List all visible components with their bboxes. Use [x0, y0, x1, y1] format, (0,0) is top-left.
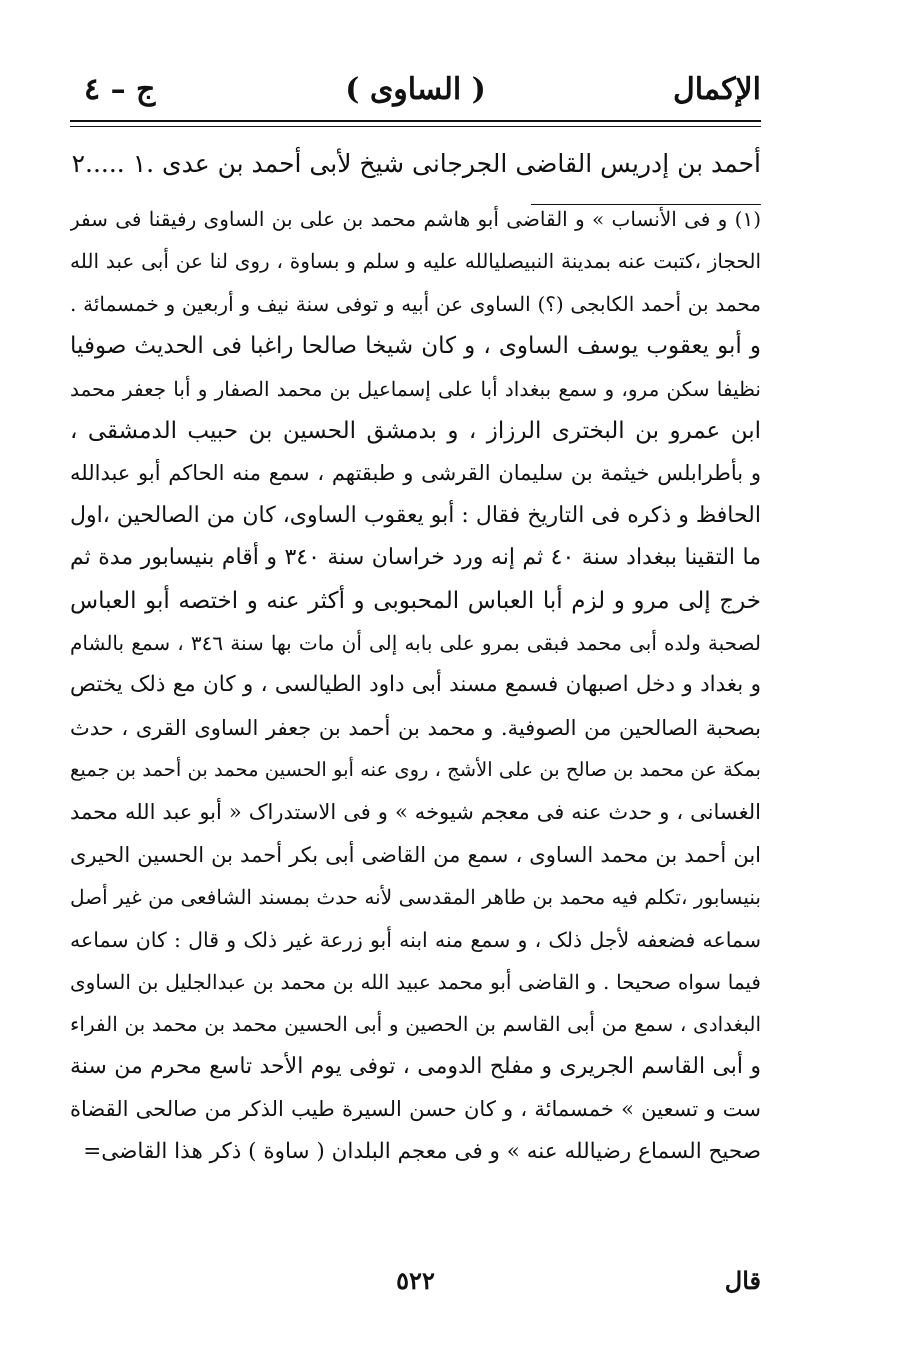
- footnote-line: البغدادی ، سمع من أبی القاسم بن الحصین و أبی الحسین محمد بن محمد بن الفراء: [70, 1012, 761, 1037]
- footnote-line: (١) و فی الأنساب » و القاضی أبو هاشم محمد بن علی بن الساوی رفیقنا فی سفر: [70, 207, 761, 231]
- header-rule: [70, 120, 761, 122]
- running-entry-title: ( الساوی ): [345, 72, 486, 107]
- footnote-line: صحیح السماع رضیالله عنه » و فی معجم البلدان ( ساوة ) ذکر هذا القاضی=: [83, 1138, 761, 1164]
- footnote-line: لصحبة ولده أبی محمد فبقی بمرو علی بابه إلی أن مات بها سنة ٣٤٦ ، سمع بالشام: [70, 630, 761, 655]
- footnote-line: بمکة عن محمد بن صالح بن علی الأشج ، روی عنه أبو الحسین محمد بن أحمد بن جمیع: [70, 758, 761, 782]
- footnote-line: الغسانی ، و حدث عنه فی معجم شیوخه » و فی الاستدراک « أبو عبد الله محمد: [70, 800, 761, 825]
- page-footer: [70, 1262, 761, 1302]
- catchword: قال: [724, 1266, 761, 1295]
- main-text-line: أحمد بن إدریس القاضی الجرجانی شیخ لأبی أحمد بن عدی .١ .....٢: [71, 149, 761, 178]
- footnote-line: فیما سواه صحیحا . و القاضی أبو محمد عبید الله بن محمد بن عبدالجلیل بن الساوی: [70, 970, 761, 995]
- page-number: ٥٢٢: [396, 1266, 435, 1295]
- footnote-line: و بغداد و دخل اصبهان فسمع مسند أبی داود الطیالسی ، و کان مع ذلک یختص: [70, 672, 761, 698]
- footnote-line: ست و تسعین » خمسمائة ، و کان حسن السیرة طیب الذکر من صالحی القضاة: [70, 1097, 761, 1122]
- header-rule-thin: [70, 126, 761, 127]
- volume-number: ج – ٤: [84, 72, 156, 107]
- footnote-line: خرج إلی مرو و لزم أبا العباس المحبوبی و أکثر عنه و اختصه أبو العباس: [70, 587, 761, 614]
- footnotes-block: [70, 198, 761, 1173]
- footnote-line: بصحبة الصالحین من الصوفیة. و محمد بن أحمد بن جعفر الساوی القری ، حدث: [70, 715, 761, 740]
- footnote-line: محمد بن أحمد الکابجی (؟) الساوی عن أبیه و توفی سنة نیف و أربعین و خمسمائة .: [70, 291, 761, 316]
- footnote-line: و أبی القاسم الجریری و مفلح الدومی ، توفی یوم الأحد تاسع محرم من سنة: [70, 1053, 761, 1079]
- footnote-line: سماعه فضعفه لأجل ذلک ، و سمع منه ابنه أبو زرعة غیر ذلک و قال : کان سماعه: [70, 927, 761, 952]
- footnote-line: بنیسابور ،تکلم فیه محمد بن طاهر المقدسی لأنه حدث بمسند الشافعی من غیر أصل: [70, 885, 761, 910]
- footnote-line: نظیفا سکن مرو، و سمع ببغداد أبا علی إسماعیل بن محمد الصفار و أبا جعفر محمد: [70, 376, 761, 401]
- footnote-line: الحجاز ،کتبت عنه بمدینة النبیصلیالله علیه و سلم و بساوة ، روی لنا عن أبی عبد الله: [70, 249, 761, 274]
- footnote-line: ابن عمرو بن البختری الرزاز ، و بدمشق الحسین بن حبیب الدمشقی ،: [70, 417, 761, 444]
- footnote-line: ما التقینا ببغداد سنة ٤٠ ثم إنه ورد خراسان سنة ٣٤٠ و أقام بنیسابور مدة ثم: [70, 545, 761, 571]
- footnote-line: ابن أحمد بن محمد الساوی ، سمع من القاضی أبی بکر أحمد بن الحسین الحیری: [70, 842, 761, 867]
- running-book-title: الإكمال: [672, 72, 761, 107]
- page-header: [70, 68, 761, 118]
- footnote-line: و أبو یعقوب یوسف الساوی ، و کان شیخا صالحا راغبا فی الحدیث صوفیا: [70, 333, 761, 360]
- footnote-line: و بأطرابلس خیثمة بن سلیمان القرشی و طبقتهم ، سمع منه الحاکم أبو عبدالله: [70, 461, 761, 486]
- footnote-line: الحافظ و ذکره فی التاریخ فقال : أبو یعقوب الساوی، کان من الصالحین ،اول: [70, 502, 761, 528]
